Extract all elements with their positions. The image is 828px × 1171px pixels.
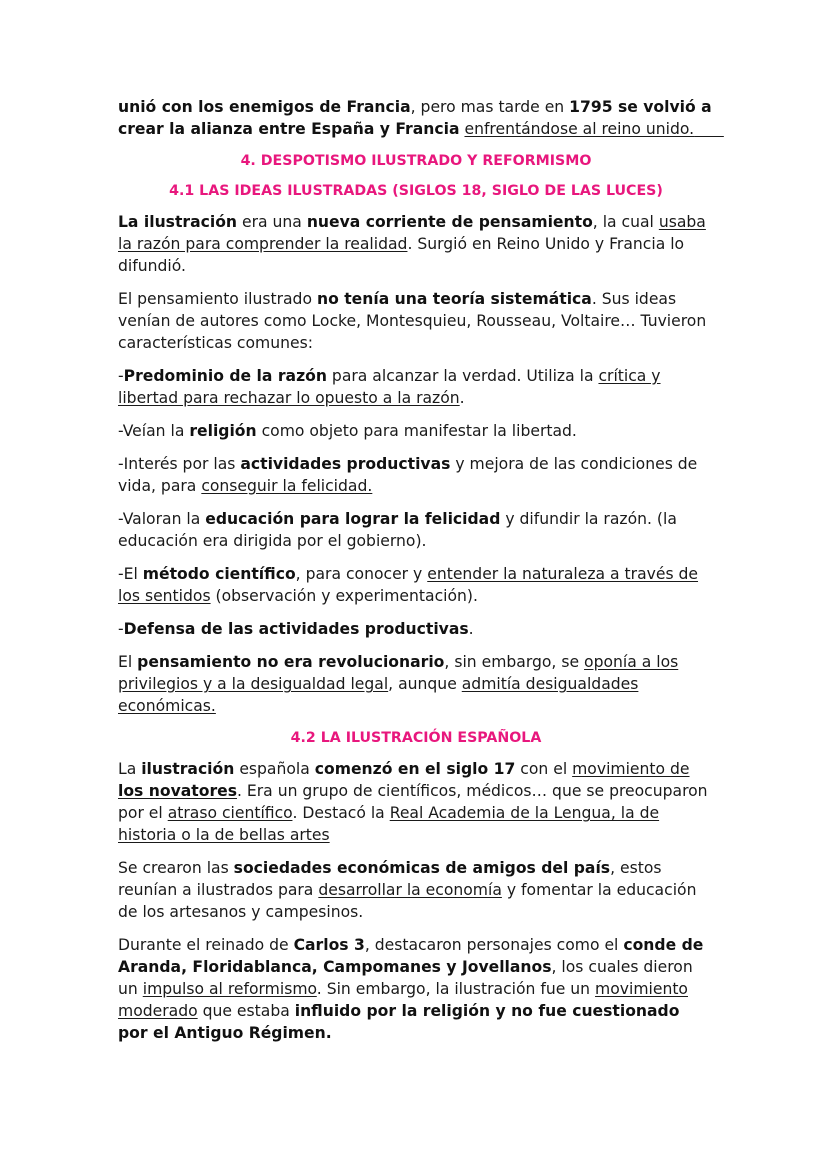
paragraph-ilustracion-espanola <box>118 758 714 846</box>
text: Se crearon las <box>118 859 234 877</box>
list-item-educacion <box>118 508 714 552</box>
text: (observación y experimentación). <box>210 587 478 605</box>
list-item-defensa <box>118 618 714 640</box>
text: . Sin embargo, la ilustración fue un <box>316 980 596 998</box>
bold-text: no tenía una teoría sistemática <box>316 290 592 308</box>
underlined-text: movimiento de <box>572 760 690 778</box>
text: El pensamiento ilustrado <box>118 290 317 308</box>
text: . Sus ideas venían de autores como Locke, Montesquieu, Rousseau, Voltaire… Tuvieron características comunes: <box>118 290 707 352</box>
bold-text: Predominio de la razón <box>123 367 327 385</box>
underlined-text: crítica y libertad para rechazar lo opuesto a la razón <box>118 367 661 407</box>
text: , la cual <box>592 213 659 231</box>
text: como objeto para manifestar la libertad. <box>256 422 577 440</box>
bold-text: ilustración <box>141 760 235 778</box>
bold-text: religión <box>189 422 257 440</box>
underlined-text: desarrollar la economía <box>318 881 502 899</box>
bold-text: unió con los enemigos de Francia <box>118 98 411 116</box>
list-item-religion <box>118 420 714 442</box>
bold-text: Defensa de las actividades productivas <box>123 620 469 638</box>
bold-text: 1795 se volvió a crear la alianza entre España y Francia <box>118 98 712 138</box>
text: - <box>118 620 124 638</box>
bold-text: La ilustración <box>118 213 238 231</box>
text: . <box>459 389 465 407</box>
list-item-actividades <box>118 453 714 497</box>
underlined-text: conseguir la felicidad. <box>201 477 373 495</box>
text: española <box>234 760 315 778</box>
text: -Veían la <box>118 422 190 440</box>
bold-text: conde de Aranda, Floridablanca, Campomanes y Jovellanos <box>118 936 704 976</box>
bold-text: comenzó en el siglo 17 <box>314 760 516 778</box>
paragraph-sociedades <box>118 857 714 923</box>
text: . Surgió en Reino Unido y Francia lo difundió. <box>118 235 685 275</box>
underlined-text: enfrentándose al reino unido. <box>464 120 724 138</box>
text: . Era un grupo de científicos, médicos… que se preocuparon por el <box>118 782 708 822</box>
underlined-text: entender la naturaleza a través de los sentidos <box>118 565 699 605</box>
bold-text: actividades productivas <box>240 455 451 473</box>
underlined-text: Real Academia de la Lengua, la de historia o la de bellas artes <box>118 804 660 844</box>
text: y fomentar la educación de los artesanos y campesinos. <box>118 881 697 921</box>
text: y mejora de las condiciones de vida, para <box>118 455 698 495</box>
paragraph-pensamiento <box>118 288 714 354</box>
bold-text: sociedades económicas de amigos del país <box>233 859 611 877</box>
section-heading-4: 4. DESPOTISMO ILUSTRADO Y REFORMISMO <box>240 153 592 169</box>
bold-text: método científico <box>142 565 296 583</box>
section-heading-4-2: 4.2 LA ILUSTRACIÓN ESPAÑOLA <box>290 730 542 746</box>
list-item-razon <box>118 365 714 409</box>
paragraph-carlos-3 <box>118 934 714 1044</box>
underlined-text: oponía a los privilegios y a la desigualdad legal <box>118 653 679 693</box>
paragraph-ilustracion <box>118 211 714 277</box>
bold-text: los novatores <box>118 782 237 800</box>
bold-text: Carlos 3 <box>293 936 365 954</box>
text: , pero mas tarde en <box>410 98 570 116</box>
text: con el <box>515 760 573 778</box>
text: . <box>468 620 474 638</box>
text: El <box>118 653 138 671</box>
text: , sin embargo, se <box>444 653 585 671</box>
text: , los cuales dieron un <box>118 958 693 998</box>
text: era una <box>237 213 307 231</box>
text: La <box>118 760 142 778</box>
text: Durante el reinado de <box>118 936 294 954</box>
text: - <box>118 367 124 385</box>
paragraph-alliance <box>118 96 724 140</box>
bold-text: pensamiento no era revolucionario <box>137 653 445 671</box>
list-item-metodo <box>118 563 714 607</box>
underlined-text: impulso al reformismo <box>142 980 317 998</box>
text: para alcanzar la verdad. Utiliza la <box>326 367 599 385</box>
underlined-text: admitía desigualdades económicas. <box>118 675 639 715</box>
text: -El <box>118 565 143 583</box>
document-body <box>118 96 724 1055</box>
bold-text: educación para lograr la felicidad <box>205 510 501 528</box>
text: , estos reunían a ilustrados para <box>118 859 662 899</box>
text: , destacaron personajes como el <box>364 936 624 954</box>
section-heading-4-1: 4.1 LAS IDEAS ILUSTRADAS (SIGLOS 18, SIGLO DE LAS LUCES) <box>169 183 663 199</box>
text: que estaba <box>197 1002 295 1020</box>
text: , aunque <box>388 675 462 693</box>
paragraph-revolucionario <box>118 651 714 717</box>
text: -Valoran la <box>118 510 206 528</box>
text: y difundir la razón. (la educación era dirigida por el gobierno). <box>118 510 677 550</box>
underlined-text: usaba la razón para comprender la realidad <box>118 213 706 253</box>
text: , para conocer y <box>295 565 428 583</box>
bold-text: nueva corriente de pensamiento <box>306 213 593 231</box>
text: . Destacó la <box>292 804 390 822</box>
text: -Interés por las <box>118 455 241 473</box>
underlined-bold-text <box>118 782 237 800</box>
underlined-text: atraso científico <box>167 804 293 822</box>
bold-text: influido por la religión y no fue cuestionado por el Antiguo Régimen. <box>118 1002 680 1042</box>
underlined-text: movimiento moderado <box>118 980 688 1020</box>
